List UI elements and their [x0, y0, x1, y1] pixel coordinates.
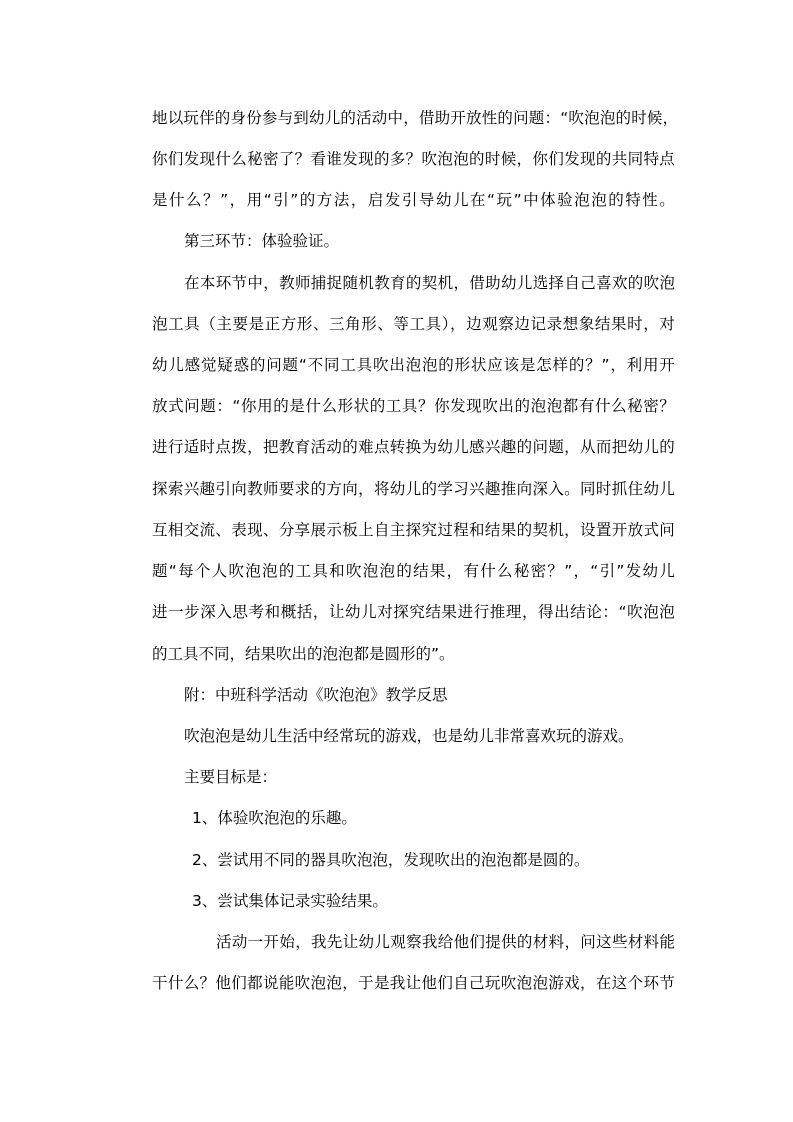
text-line-2: 你们发现什么秘密了？看谁发现的多？吹泡泡的时候，你们发现的共同特点	[152, 150, 675, 168]
text-line-6: 泡工具（主要是正方形、三角形、等工具），边观察边记录想象结果时，对	[152, 315, 675, 333]
goal-item-1: 1、体验吹泡泡的乐趣。	[192, 809, 357, 827]
text-line-3: 是什么？”，用“引”的方法，启发引导幼儿在“玩”中体验泡泡的特性。	[152, 191, 675, 209]
appendix-title: 附：中班科学活动《吹泡泡》教学反思	[184, 686, 448, 704]
text-line-12: 题“每个人吹泡泡的工具和吹泡泡的结果，有什么秘密？”，“引”发幼儿	[152, 562, 675, 580]
text-line-9: 进行适时点拨，把教育活动的难点转换为幼儿感兴趣的问题，从而把幼儿的	[152, 438, 675, 456]
goal-item-3: 3、尝试集体记录实验结果。	[192, 892, 388, 910]
text-line-10: 探索兴趣引向教师要求的方向，将幼儿的学习兴趣推向深入。同时抓住幼儿	[152, 480, 675, 498]
text-line-13: 进一步深入思考和概括，让幼儿对探究结果进行推理，得出结论：“吹泡泡	[152, 603, 675, 621]
text-line-14: 的工具不同，结果吹出的泡泡都是圆形的”。	[152, 645, 455, 663]
goal-item-2: 2、尝试用不同的器具吹泡泡，发现吹出的泡泡都是圆的。	[192, 851, 590, 869]
text-line-1: 地以玩伴的身份参与到幼儿的活动中，借助开放性的问题：“吹泡泡的时候，	[152, 109, 679, 127]
text-line-21: 活动一开始，我先让幼儿观察我给他们提供的材料，问这些材料能	[216, 933, 675, 951]
text-line-11: 互相交流、表现、分享展示板上自主探究过程和结果的契机，设置开放式问	[152, 521, 675, 539]
text-line-22: 干什么？他们都说能吹泡泡，于是我让他们自己玩吹泡泡游戏，在这个环节	[152, 974, 675, 992]
text-line-5: 在本环节中，教师捕捉随机教育的契机，借助幼儿选择自己喜欢的吹泡	[184, 274, 675, 292]
text-line-8: 放式问题：“你用的是什么形状的工具？你发现吹出的泡泡都有什么秘密？	[152, 397, 675, 415]
text-line-7: 幼儿感觉疑惑的问题“不同工具吹出泡泡的形状应该是怎样的？”，利用开	[152, 356, 675, 374]
text-line-16: 吹泡泡是幼儿生活中经常玩的游戏，也是幼儿非常喜欢玩的游戏。	[184, 727, 634, 745]
section-heading-3: 第三环节：体验验证。	[184, 232, 340, 250]
goals-heading: 主要目标是：	[184, 768, 278, 786]
